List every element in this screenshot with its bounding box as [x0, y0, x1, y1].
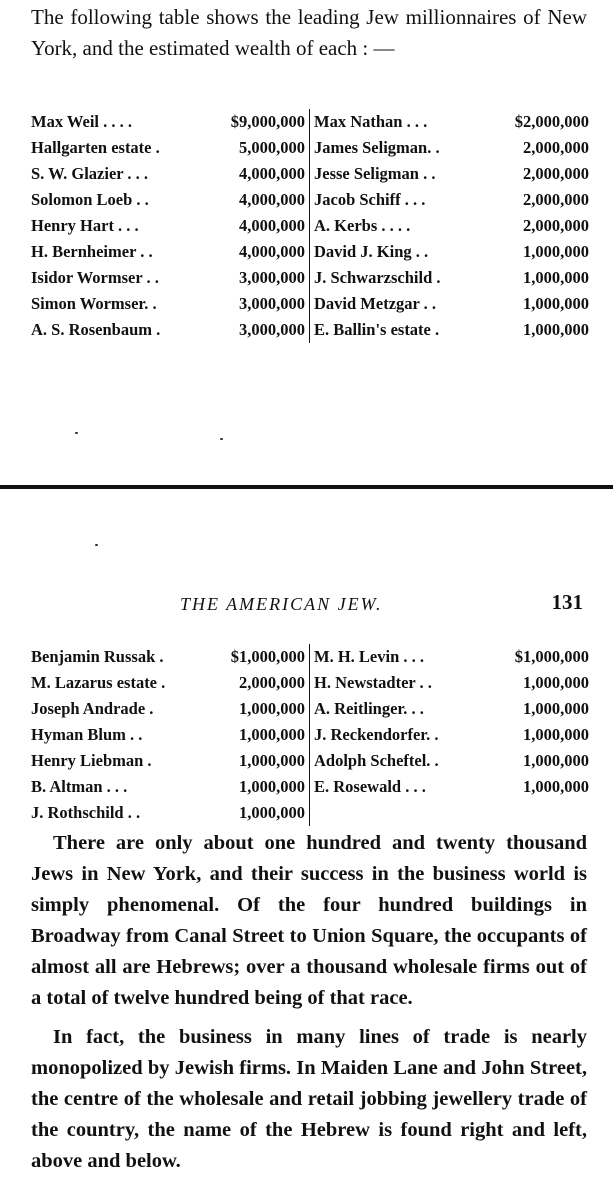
wealth-value: 3,000,000 — [239, 320, 305, 339]
table-row — [31, 644, 305, 670]
person-name: S. W. Glazier . . . — [31, 164, 149, 183]
table-row — [31, 239, 305, 265]
person-name: J. Reckendorfer. . — [314, 725, 439, 744]
table-row — [31, 187, 305, 213]
table-row — [314, 135, 589, 161]
wealth-value: 1,000,000 — [523, 268, 589, 287]
table-row — [314, 213, 589, 239]
table-1-right-column — [310, 109, 589, 343]
table-1-left-column — [31, 109, 310, 343]
paragraph-1: There are only about one hundred and twenty thousand Jews in New York, and their success in the business world is simply phenomenal. Of the four hundred buildings in Broadway from Canal Street to Union Square, the occupants of almost all are Hebrews; over a thousand wholesale firms out of a total of twelve hundred being of that race. — [31, 832, 587, 1009]
person-name: A. Reitlinger. . . — [314, 699, 424, 718]
person-name: Max Nathan . . . — [314, 112, 428, 131]
table-2-right-column — [310, 644, 589, 826]
table-row — [314, 670, 589, 696]
person-name: Hallgarten estate . — [31, 138, 160, 157]
wealth-value: 1,000,000 — [523, 725, 589, 744]
paragraph-2: In fact, the business in many lines of trade is nearly monopolized by Jewish firms. In Maiden Lane and John Street, the centre of the wholesale and retail jobbing jewellery trade of the country, the name of the Hebrew is found right and left, above and below. — [31, 1026, 587, 1172]
person-name: Solomon Loeb . . — [31, 190, 149, 209]
table-row — [314, 109, 589, 135]
table-row — [314, 317, 589, 343]
wealth-value: $9,000,000 — [230, 112, 305, 131]
table-row — [314, 644, 589, 670]
table-row — [31, 317, 305, 343]
wealth-value: 1,000,000 — [523, 777, 589, 796]
wealth-value: 2,000,000 — [523, 216, 589, 235]
wealth-value: 4,000,000 — [239, 164, 305, 183]
person-name: Max Weil . . . . — [31, 112, 132, 131]
table-row — [31, 265, 305, 291]
wealth-value: 1,000,000 — [523, 294, 589, 313]
print-speck — [95, 544, 98, 546]
running-header — [0, 590, 613, 620]
table-row — [314, 239, 589, 265]
body-text — [31, 828, 587, 1177]
person-name: Simon Wormser. . — [31, 294, 157, 313]
person-name: Hyman Blum . . — [31, 725, 143, 744]
intro-paragraph: The following table shows the leading Jew millionnaires of New York, and the estimated wealth of each : — — [31, 5, 587, 60]
wealth-value: 4,000,000 — [239, 190, 305, 209]
wealth-value: 5,000,000 — [239, 138, 305, 157]
table-row — [31, 722, 305, 748]
wealth-value: 1,000,000 — [239, 777, 305, 796]
person-name: J. Schwarzschild . — [314, 268, 441, 287]
person-name: E. Ballin's estate . — [314, 320, 440, 339]
table-row — [314, 265, 589, 291]
person-name: David J. King . . — [314, 242, 429, 261]
wealth-value: 4,000,000 — [239, 216, 305, 235]
table-row — [31, 109, 305, 135]
table-row — [314, 722, 589, 748]
person-name: B. Altman . . . — [31, 777, 128, 796]
table-row — [31, 135, 305, 161]
table-row — [31, 670, 305, 696]
table-row — [314, 748, 589, 774]
table-2-left-column — [31, 644, 310, 826]
person-name: M. H. Levin . . . — [314, 647, 424, 666]
wealth-value: 3,000,000 — [239, 268, 305, 287]
person-name: Isidor Wormser . . — [31, 268, 159, 287]
running-title: THE AMERICAN JEW. — [180, 594, 383, 614]
millionaires-table-2 — [31, 644, 589, 826]
table-row — [31, 800, 305, 826]
wealth-value: 2,000,000 — [523, 190, 589, 209]
wealth-value: 3,000,000 — [239, 294, 305, 313]
table-row — [31, 213, 305, 239]
person-name: David Metzgar . . — [314, 294, 437, 313]
person-name: H. Newstadter . . — [314, 673, 432, 692]
wealth-value: 2,000,000 — [523, 164, 589, 183]
wealth-value: 1,000,000 — [523, 751, 589, 770]
wealth-value: 1,000,000 — [239, 751, 305, 770]
wealth-value: 4,000,000 — [239, 242, 305, 261]
wealth-value: 1,000,000 — [523, 699, 589, 718]
wealth-value: $2,000,000 — [514, 112, 589, 131]
person-name: Henry Liebman . — [31, 751, 152, 770]
wealth-value: 1,000,000 — [239, 699, 305, 718]
table-row — [314, 696, 589, 722]
table-row — [314, 291, 589, 317]
wealth-value: 1,000,000 — [239, 725, 305, 744]
table-row — [31, 748, 305, 774]
print-speck — [75, 432, 78, 434]
wealth-value: 2,000,000 — [523, 138, 589, 157]
person-name: A. Kerbs . . . . — [314, 216, 411, 235]
table-row — [314, 161, 589, 187]
person-name: James Seligman. . — [314, 138, 440, 157]
person-name: E. Rosewald . . . — [314, 777, 426, 796]
wealth-value: $1,000,000 — [514, 647, 589, 666]
person-name: Jesse Seligman . . — [314, 164, 436, 183]
table-row — [31, 696, 305, 722]
person-name: Benjamin Russak . — [31, 647, 164, 666]
person-name: M. Lazarus estate . — [31, 673, 166, 692]
person-name: A. S. Rosenbaum . — [31, 320, 161, 339]
wealth-value: 1,000,000 — [239, 803, 305, 822]
person-name: Jacob Schiff . . . — [314, 190, 426, 209]
wealth-value: 1,000,000 — [523, 242, 589, 261]
print-speck — [220, 438, 223, 440]
table-row — [31, 291, 305, 317]
wealth-value: 1,000,000 — [523, 673, 589, 692]
wealth-value: 2,000,000 — [239, 673, 305, 692]
wealth-value: 1,000,000 — [523, 320, 589, 339]
person-name: Adolph Scheftel. . — [314, 751, 439, 770]
wealth-value: $1,000,000 — [230, 647, 305, 666]
person-name: H. Bernheimer . . — [31, 242, 153, 261]
table-row — [314, 187, 589, 213]
person-name: Joseph Andrade . — [31, 699, 154, 718]
table-row — [31, 161, 305, 187]
table-row — [31, 774, 305, 800]
page-divider — [0, 485, 613, 489]
millionaires-table-1 — [31, 109, 589, 343]
page-number: 131 — [551, 590, 583, 614]
person-name: J. Rothschild . . — [31, 803, 141, 822]
table-row — [314, 774, 589, 800]
person-name: Henry Hart . . . — [31, 216, 139, 235]
